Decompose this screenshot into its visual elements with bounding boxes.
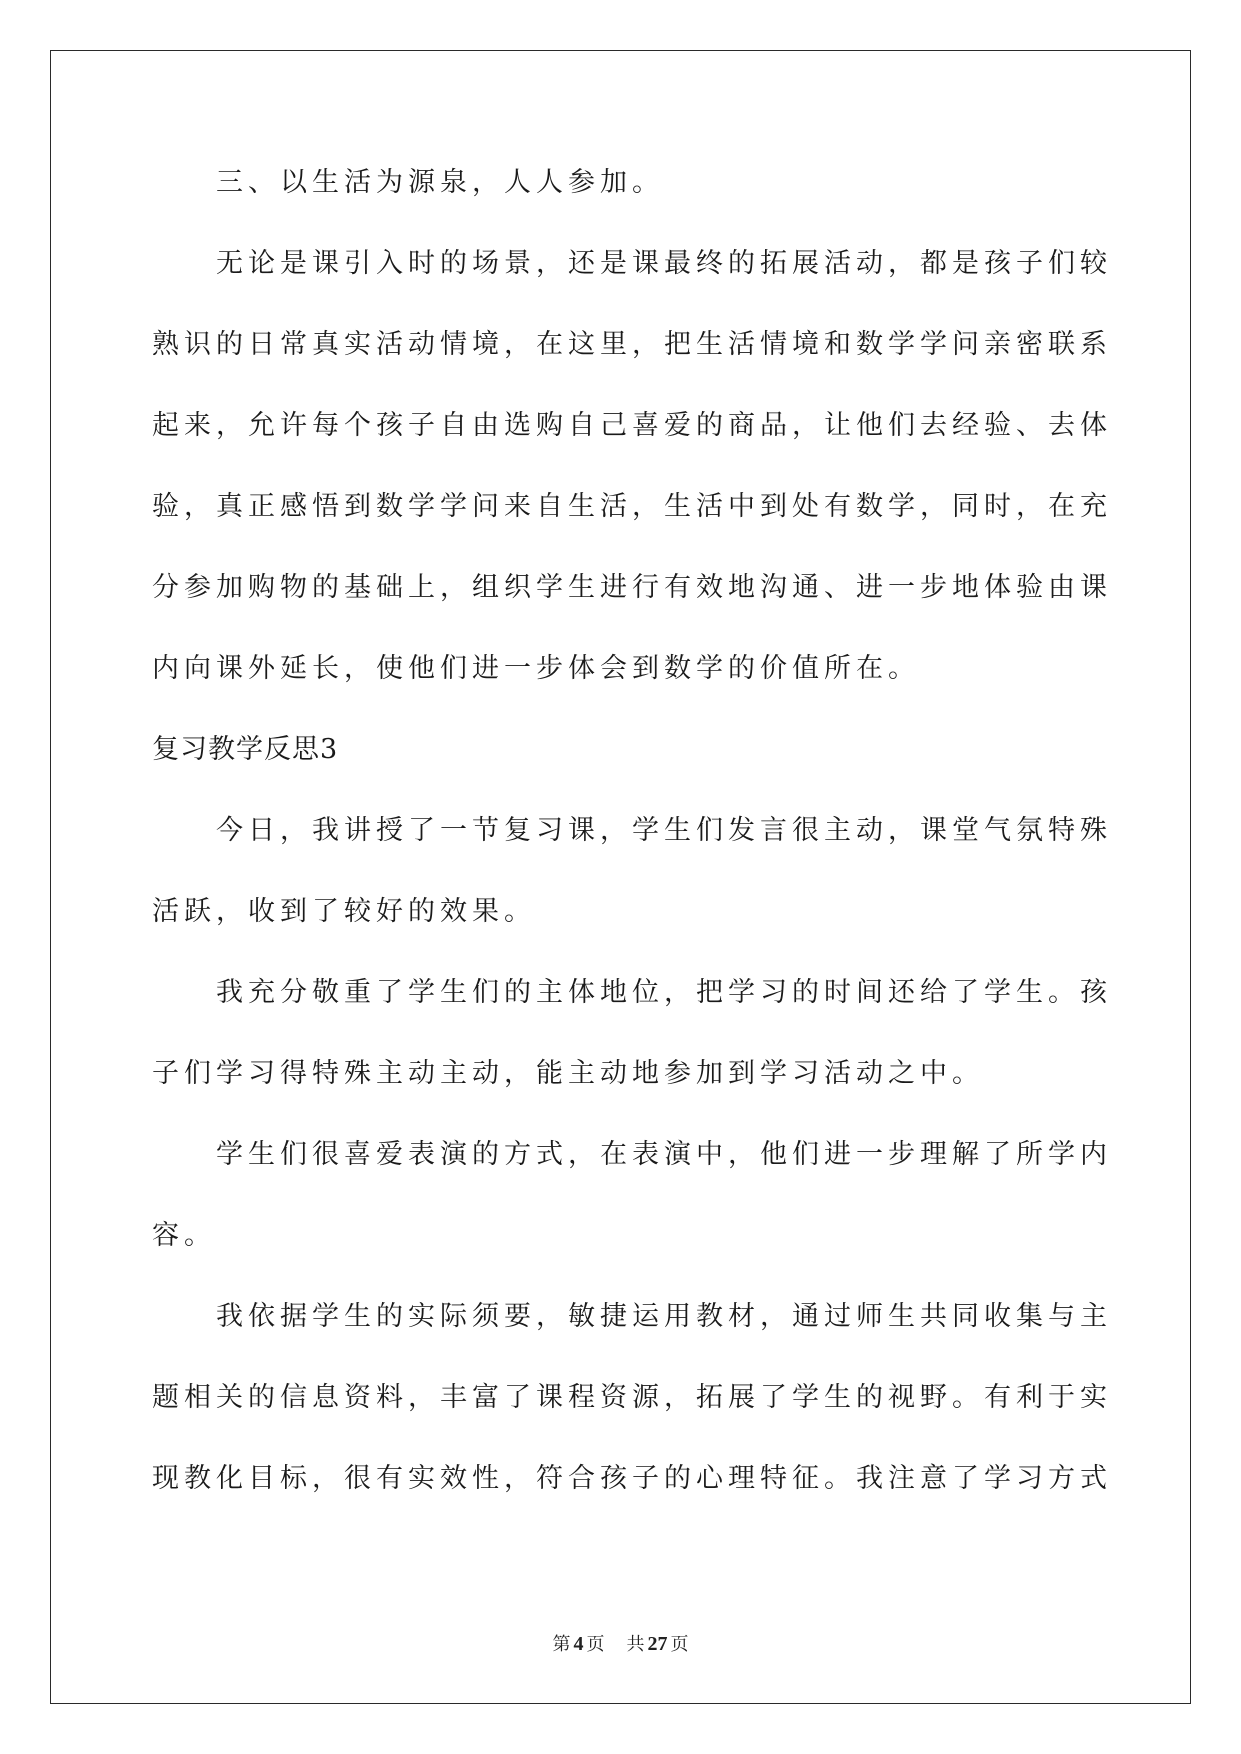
- paragraph-line: 子们学习得特殊主动主动，能主动地参加到学习活动之中。: [152, 1058, 984, 1089]
- paragraph-line: 现教化目标，很有实效性，符合孩子的心理特征。我注意了学习方式: [152, 1463, 1112, 1494]
- paragraph-line: 无论是课引入时的场景，还是课最终的拓展活动，都是孩子们较: [216, 248, 1112, 279]
- paragraph-line: 分参加购物的基础上，组织学生进行有效地沟通、进一步地体验由课: [152, 572, 1112, 603]
- page-footer: [0, 1630, 1241, 1656]
- footer-prefix: 第: [552, 1634, 571, 1655]
- paragraph-line: 三、以生活为源泉，人人参加。: [216, 167, 664, 198]
- document-body: [152, 167, 1112, 1545]
- paragraph-line: 容。: [152, 1220, 216, 1251]
- current-page-number: 4: [573, 1633, 584, 1655]
- paragraph-line: 今日，我讲授了一节复习课，学生们发言很主动，课堂气氛特殊: [216, 815, 1112, 846]
- paragraph-line: 起来，允许每个孩子自由选购自己喜爱的商品，让他们去经验、去体: [152, 410, 1112, 441]
- section-heading: 复习教学反思3: [152, 734, 339, 765]
- paragraph-line: 内向课外延长，使他们进一步体会到数学的价值所在。: [152, 653, 920, 684]
- paragraph-line: 活跃，收到了较好的效果。: [152, 896, 536, 927]
- paragraph-line: 熟识的日常真实活动情境，在这里，把生活情境和数学学问亲密联系: [152, 329, 1112, 360]
- footer-page-suffix: 页: [586, 1634, 605, 1655]
- footer-total-suffix: 页: [670, 1634, 689, 1655]
- paragraph-line: 学生们很喜爱表演的方式，在表演中，他们进一步理解了所学内: [216, 1139, 1112, 1170]
- total-page-count: 27: [647, 1633, 668, 1655]
- paragraph-line: 验，真正感悟到数学学问来自生活，生活中到处有数学，同时，在充: [152, 491, 1112, 522]
- paragraph-line: 题相关的信息资料，丰富了课程资源，拓展了学生的视野。有利于实: [152, 1382, 1112, 1413]
- footer-total-prefix: 共: [626, 1634, 645, 1655]
- paragraph-line: 我充分敬重了学生们的主体地位，把学习的时间还给了学生。孩: [216, 977, 1112, 1008]
- paragraph-line: 我依据学生的实际须要，敏捷运用教材，通过师生共同收集与主: [216, 1301, 1112, 1332]
